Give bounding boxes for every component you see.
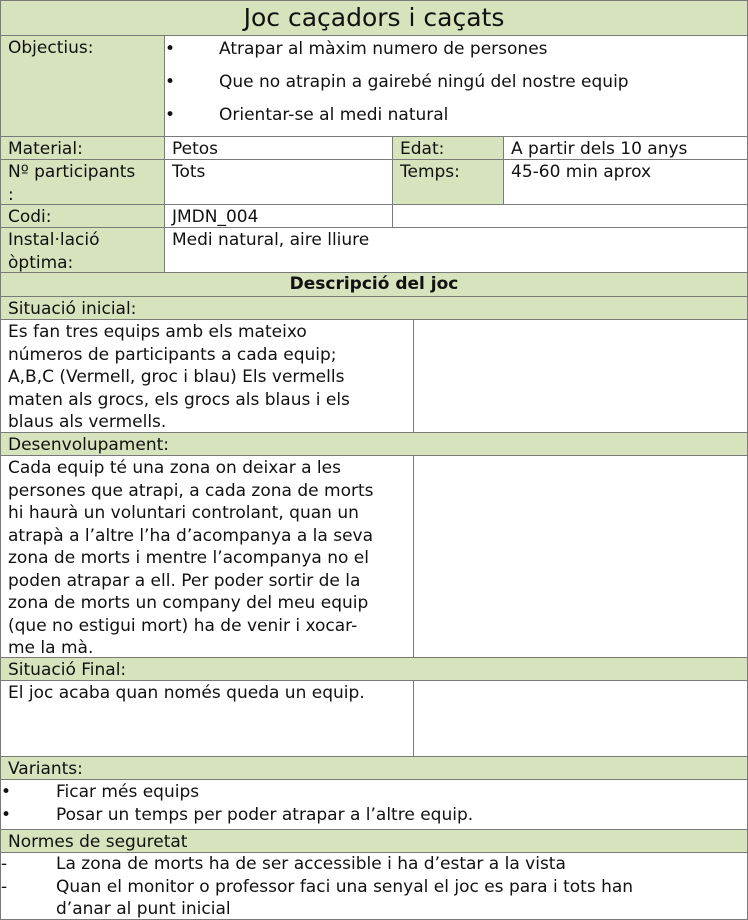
list-item: • Ficar més equips <box>1 782 200 802</box>
situacio-inicial-text: Es fan tres equips amb els mateixo números de participants a cada equip; A,B,C (Vermell, groc i blau) Els vermells maten als grocs, els grocs als blaus i els blaus als vermells. <box>0 319 414 433</box>
bullet-icon: • <box>165 39 176 59</box>
edat-value: A partir dels 10 anys <box>503 136 748 160</box>
empty-cell <box>413 455 748 658</box>
situacio-final-label: Situació Final: <box>0 657 748 681</box>
list-item: • Posar un temps per poder atrapar a l’altre equip. <box>1 804 474 825</box>
normes-label: Normes de seguretat <box>0 829 748 853</box>
game-title: Joc caçadors i caçats <box>0 0 748 36</box>
situacio-final-text: El joc acaba quan només queda un equip. <box>0 680 414 757</box>
list-item: • Orientar-se al medi natural <box>165 105 449 125</box>
descripcio-title: Descripció del joc <box>0 272 748 297</box>
empty-cell <box>392 204 748 228</box>
temps-label: Temps: <box>392 159 504 205</box>
bullet-icon: • <box>1 782 12 802</box>
material-label: Material: <box>0 136 165 160</box>
codi-label: Codi: <box>0 204 165 228</box>
variants-value <box>0 779 748 830</box>
normes-value <box>0 852 748 920</box>
dash-icon: - <box>1 876 8 897</box>
dash-icon: - <box>1 854 8 874</box>
empty-cell <box>413 319 748 433</box>
bullet-icon: • <box>1 804 12 825</box>
objectius-label: Objectius: <box>0 35 165 137</box>
material-value: Petos <box>164 136 393 160</box>
edat-label: Edat: <box>392 136 504 160</box>
variants-label: Variants: <box>0 756 748 780</box>
bullet-icon: • <box>165 105 176 125</box>
installacio-value: Medi natural, aire lliure <box>164 227 748 273</box>
objectius-list <box>165 38 747 126</box>
installacio-label: Instal·lació òptima: <box>0 227 165 273</box>
objectius-value <box>164 35 748 137</box>
desenvolupament-text: Cada equip té una zona on deixar a les persones que atrapi, a cada zona de morts hi haurà un voluntari controlant, quan un atrapà a l’altre l’ha d’acompanya a la seva zona de morts i mentre l’acompanya no el poden atrapar a ell. Per poder sortir de la zona de morts un company del meu equip (que no estigui mort) ha de venir i xocar- me la mà. <box>0 455 414 658</box>
bullet-icon: • <box>165 72 176 92</box>
empty-cell <box>413 680 748 757</box>
normes-list <box>1 853 747 920</box>
list-item: - Quan el monitor o professor faci una senyal el joc es para i tots han d’anar al punt inicial <box>1 876 634 919</box>
participants-value: Tots <box>164 159 393 205</box>
participants-label: Nº participants : <box>0 159 165 205</box>
situacio-inicial-label: Situació inicial: <box>0 296 748 320</box>
temps-value: 45-60 min aprox <box>503 159 748 205</box>
list-item: • Que no atrapin a gairebé ningú del nostre equip <box>165 72 629 92</box>
list-item: • Atrapar al màxim numero de persones <box>165 39 548 59</box>
desenvolupament-label: Desenvolupament: <box>0 432 748 456</box>
list-item: - La zona de morts ha de ser accessible i ha d’estar a la vista <box>1 854 566 874</box>
variants-list <box>1 781 747 826</box>
codi-value: JMDN_004 <box>164 204 393 228</box>
